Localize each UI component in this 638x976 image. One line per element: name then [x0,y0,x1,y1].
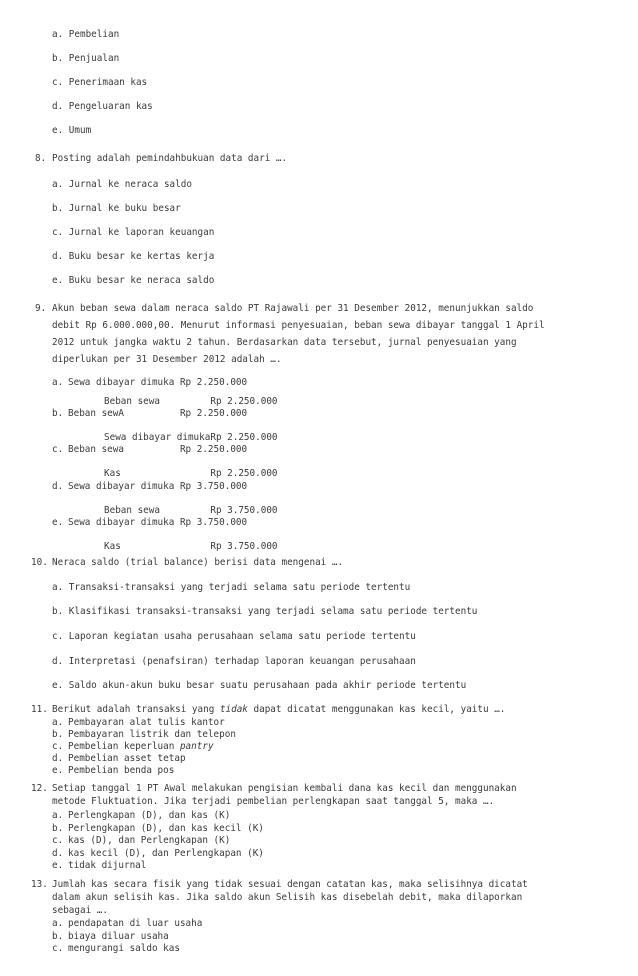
q11-text-after: dapat dicatat menggunakan kas kecil, yaitu …. [247,704,506,715]
q12-option-d-text: kas kecil (D), dan Perlengkapan (K) [68,848,264,859]
q7-option-b: b. Penjualan [52,53,120,64]
q13-line-3: sebagai …. [52,905,108,916]
q13-number: 13. [31,879,48,890]
q11-text-before: Berikut adalah transaksi yang [52,704,220,715]
q10-number: 10. [31,557,48,568]
q11-option-d-text: Pembelian asset tetap [68,753,186,764]
q12-option-e-label: e. [52,860,64,871]
q7-option-a: a. Pembelian [52,29,120,40]
q12-line-2: metode Fluktuation. Jika terjadi pembelian perlengkapan saat tanggal 5, maka …. [52,796,495,807]
q9-option-d-debit: Sewa dibayar dimuka Rp 3.750.000 [68,481,248,492]
q8-option-b: b. Jurnal ke buku besar [52,203,181,214]
q13-option-c-label: c. [52,943,64,954]
q12-option-b-label: b. [52,823,64,834]
q12-option-c-label: c. [52,835,64,846]
q9-option-a-debit: Sewa dibayar dimuka Rp 2.250.000 [68,377,248,388]
q9-line-3: 2012 untuk jangka waktu 2 tahun. Berdasarkan data tersebut, jurnal penyesuaian yang [52,337,517,348]
q9-option-a-credit: Beban sewa Rp 2.250.000 [104,396,278,407]
q12-option-a-text: Perlengkapan (D), dan kas (K) [68,810,231,821]
q11-option-c-plain: Pembelian keperluan [68,741,180,752]
q9-option-e-credit: Kas Rp 3.750.000 [104,541,278,552]
q7-option-c: c. Penerimaan kas [52,77,148,88]
q7-option-d: d. Pengeluaran kas [52,101,153,112]
q9-option-e-label: e. [52,517,64,528]
q11-text-italic: tidak [219,704,248,715]
q9-option-c-credit: Kas Rp 2.250.000 [104,468,278,479]
q11-option-c-label: c. [52,741,64,752]
q10-option-b: b. Klasifikasi transaksi-transaksi yang terjadi selama satu periode tertentu [52,606,478,617]
q9-option-a-label: a. [52,377,64,388]
q11-option-b-label: b. [52,729,64,740]
q9-option-d-credit: Beban sewa Rp 3.750.000 [104,505,278,516]
q11-option-c-italic: pantry [179,741,214,752]
q12-option-e-text: tidak dijurnal [68,860,147,871]
q10-option-c: c. Laporan kegiatan usaha perusahaan selama satu periode tertentu [52,631,416,642]
q9-option-b-credit: Sewa dibayar dimukaRp 2.250.000 [104,432,278,443]
q8-option-e: e. Buku besar ke neraca saldo [52,275,215,286]
q9-option-d-label: d. [52,481,64,492]
q11-option-d-label: d. [52,753,64,764]
q12-option-c-text: kas (D), dan Perlengkapan (K) [68,835,231,846]
q9-number: 9. [35,303,47,314]
q11-option-b-text: Pembayaran listrik dan telepon [68,729,236,740]
q7-option-e: e. Umum [52,125,92,136]
q12-option-b-text: Perlengkapan (D), dan kas kecil (K) [68,823,264,834]
q11-option-a-label: a. [52,717,64,728]
q12-option-d-label: d. [52,848,64,859]
q12-option-a-label: a. [52,810,64,821]
q12-number: 12. [31,783,48,794]
q8-option-c: c. Jurnal ke laporan keuangan [52,227,215,238]
q10-option-d: d. Interpretasi (penafsiran) terhadap laporan keuangan perusahaan [52,656,416,667]
q13-line-2: dalam akun selisih kas. Jika saldo akun Selisih kas disebelah debit, maka dilaporkan [52,892,523,903]
q9-option-b-label: b. [52,408,64,419]
q9-line-4: diperlukan per 31 Desember 2012 adalah …. [52,354,282,365]
q8-option-d: d. Buku besar ke kertas kerja [52,251,215,262]
q13-option-b-label: b. [52,931,64,942]
q11-number: 11. [31,704,48,715]
q13-option-a-text: pendapatan di luar usaha [68,918,203,929]
q13-line-1: Jumlah kas secara fisik yang tidak sesuai dengan catatan kas, maka selisihnya dicatat [52,879,528,890]
q8-text: Posting adalah pemindahbukuan data dari …. [52,153,288,164]
q10-option-a: a. Transaksi-transaksi yang terjadi selama satu periode tertentu [52,582,411,593]
q9-option-c-label: c. [52,444,64,455]
q9-option-e-debit: Sewa dibayar dimuka Rp 3.750.000 [68,517,248,528]
q9-line-2: debit Rp 6.000.000,00. Menurut informasi penyesuaian, beban sewa dibayar tanggal 1 April [52,320,545,331]
q9-option-b-debit: Beban sewA Rp 2.250.000 [68,408,248,419]
q13-option-a-label: a. [52,918,64,929]
q8-option-a: a. Jurnal ke neraca saldo [52,179,192,190]
q9-line-1: Akun beban sewa dalam neraca saldo PT Rajawali per 31 Desember 2012, menunjukkan saldo [52,303,534,314]
q8-number: 8. [35,153,47,164]
q10-text: Neraca saldo (trial balance) berisi data mengenai …. [52,557,344,568]
q10-option-e: e. Saldo akun-akun buku besar suatu perusahaan pada akhir periode tertentu [52,680,467,691]
q13-option-c-text: mengurangi saldo kas [68,943,180,954]
q11-option-e-label: e. [52,765,64,776]
q9-option-c-debit: Beban sewa Rp 2.250.000 [68,444,248,455]
q12-line-1: Setiap tanggal 1 PT Awal melakukan pengisian kembali dana kas kecil dan menggunakan [52,783,517,794]
q11-text [52,704,505,716]
q13-option-b-text: biaya diluar usaha [68,931,169,942]
q11-option-c-text [68,741,214,753]
q11-option-e-text: Pembelian benda pos [68,765,175,776]
q11-option-a-text: Pembayaran alat tulis kantor [68,717,225,728]
